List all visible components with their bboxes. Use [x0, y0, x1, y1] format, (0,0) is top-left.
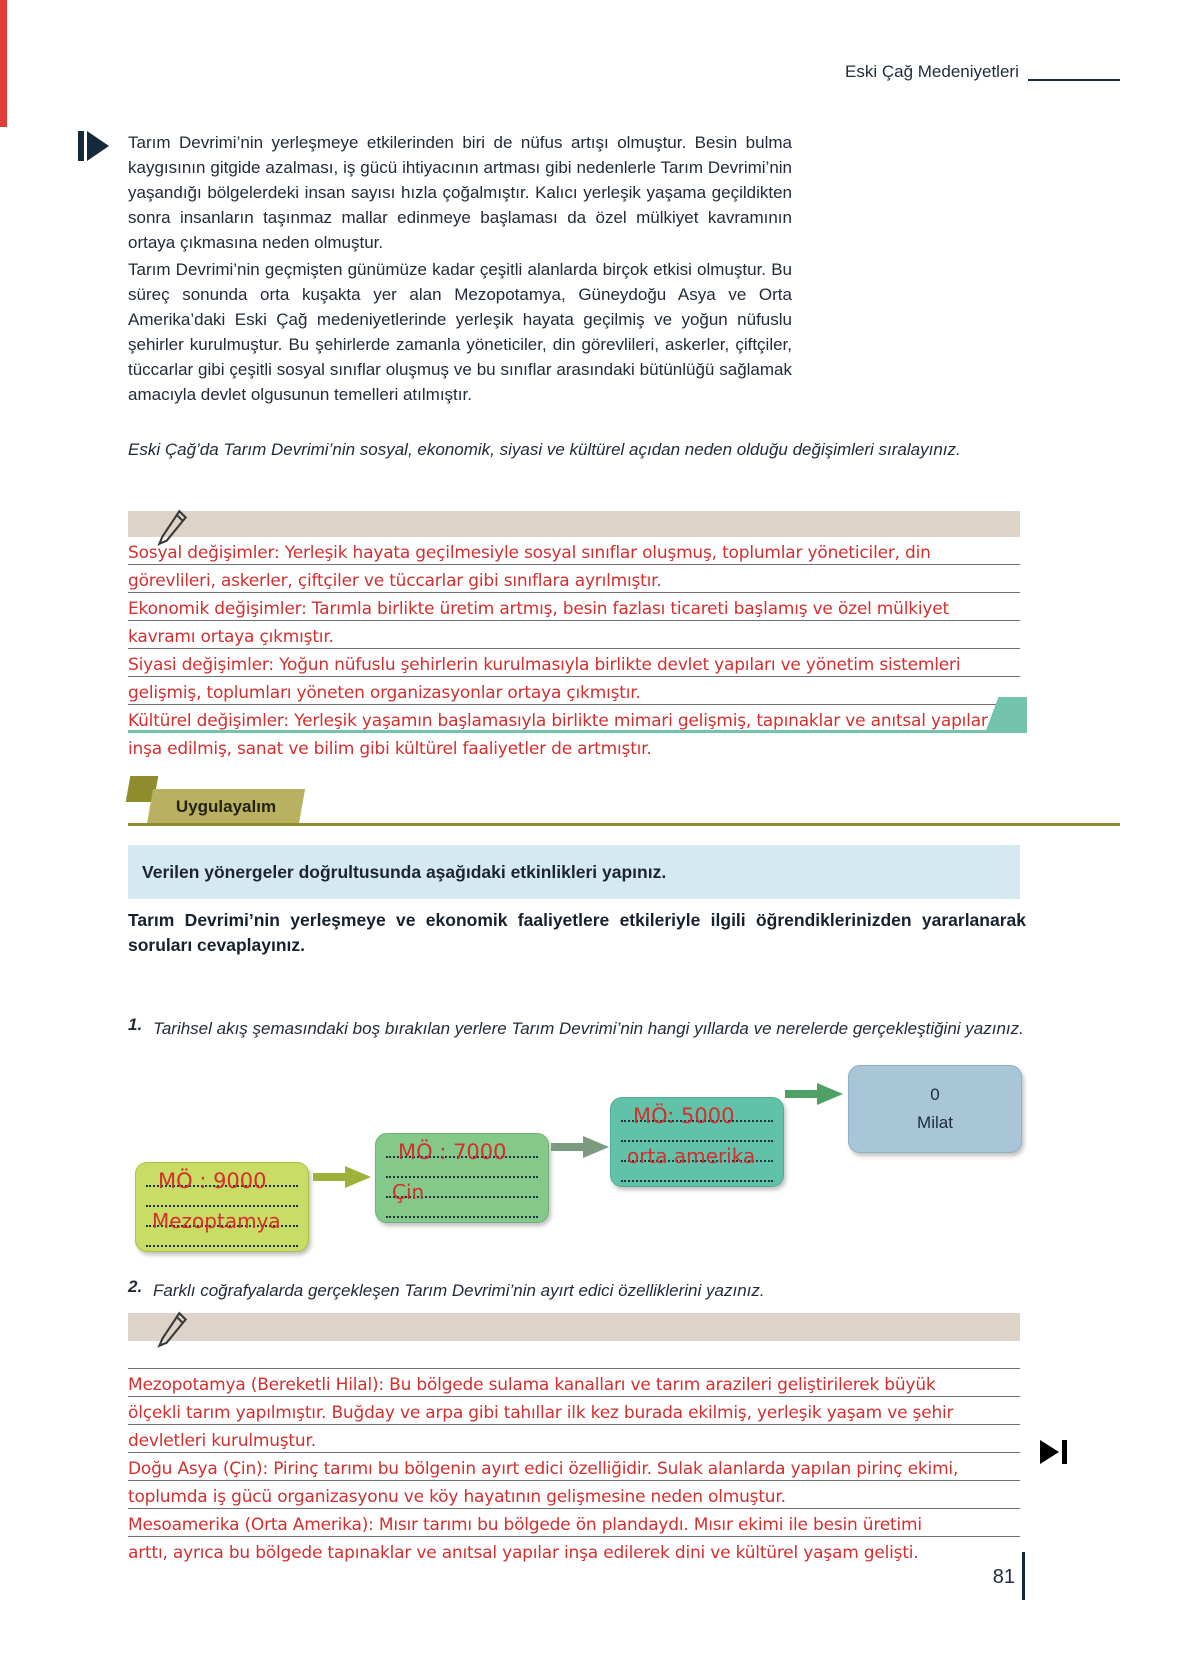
page-edge-red-strip [0, 0, 7, 127]
question-1-number: 1. [128, 1015, 143, 1034]
timeline-arrow-2 [551, 1133, 611, 1161]
answer-line[interactable]: gelişmiş, toplumları yöneten organizasyonlar ortaya çıkmıştır. [128, 677, 1020, 705]
answer-line-empty[interactable] [128, 1341, 1020, 1369]
answer-line[interactable]: Doğu Asya (Çin): Pirinç tarımı bu bölgenin ayırt edici özelliğidir. Sulak alanlarda yapılan pirinç ekimi, [128, 1453, 1020, 1481]
section-rule [128, 823, 1120, 826]
answer-area-header-bar [128, 1313, 1020, 1341]
timeline-box-3-value[interactable]: MÖ: 5000 [633, 1104, 735, 1128]
answer-line[interactable]: toplumda iş gücü organizasyonu ve köy hayatının gelişmesine neden olmuştur. [128, 1481, 1020, 1509]
answer-line[interactable]: Mesoamerika (Orta Amerika): Mısır tarımı bu bölgede ön plandaydı. Mısır ekimi ile besin üretimi [128, 1509, 1020, 1537]
answer-area-2[interactable] [128, 1313, 1020, 1565]
answer-area-1[interactable] [128, 511, 1020, 761]
play-arrow-bar [78, 131, 84, 161]
answer-line[interactable]: ölçekli tarım yapılmıştır. Buğday ve arpa gibi tahıllar ilk kez burada ekilmiş, yerleşik yaşam ve şehir [128, 1397, 1020, 1425]
exercise-prompt: Eski Çağ’da Tarım Devrimi’nin sosyal, ekonomik, siyasi ve kültürel açıdan neden olduğu değişimleri sıralayınız. [128, 440, 961, 459]
answer-line[interactable]: Mezopotamya (Bereketli Hilal): Bu bölgede sulama kanalları ve tarım arazileri geliştirilerek büyük [128, 1369, 1020, 1397]
question-2-text: Farklı coğrafyalarda gerçekleşen Tarım Devrimi’nin ayırt edici özelliklerini yazınız. [153, 1281, 765, 1300]
instruction-text: Verilen yönergeler doğrultusunda aşağıdaki etkinlikleri yapınız. [142, 861, 667, 882]
page-number: 81 [992, 1566, 1015, 1588]
instruction-box [128, 845, 1020, 899]
next-arrow-bar [1062, 1440, 1067, 1464]
timeline-arrow-3 [785, 1080, 845, 1108]
question-1-text: Tarihsel akış şemasındaki boş bırakılan yerlere Tarım Devrimi’nin hangi yıllarda ve nerelerde gerçekleştiğini yazınız. [153, 1019, 1024, 1038]
answer-line[interactable]: görevlileri, askerler, çiftçiler ve tüccarlar gibi sınıflara ayrılmıştır. [128, 565, 1020, 593]
timeline-diagram [135, 1060, 1020, 1252]
play-arrow-triangle [87, 131, 109, 161]
timeline-box-orta-amerika[interactable] [610, 1097, 784, 1187]
answer-line[interactable]: inşa edilmiş, sanat ve bilim gibi kültürel faaliyetler de artmıştır. [128, 739, 652, 759]
answer-line[interactable]: Siyasi değişimler: Yoğun nüfuslu şehirlerin kurulmasıyla birlikte devlet yapıları ve yönetim sistemleri [128, 649, 1020, 677]
timeline-box-4-place: Milat [917, 1113, 953, 1132]
header-rule [1028, 79, 1120, 81]
answer-line[interactable]: Ekonomik değişimler: Tarımla birlikte üretim artmış, besin fazlası ticareti başlamış ve özel mülkiyet [128, 593, 1020, 621]
timeline-arrow-1 [313, 1163, 373, 1191]
page-number-rule [1022, 1552, 1025, 1600]
question-2-number: 2. [128, 1277, 143, 1296]
timeline-box-mezopotamya[interactable] [135, 1162, 309, 1252]
section-title: Uygulayalım [175, 797, 277, 816]
timeline-box-2-place[interactable]: Çin [392, 1180, 425, 1204]
next-arrow-triangle [1040, 1440, 1059, 1464]
next-arrow-icon [1040, 1440, 1067, 1464]
play-arrow-icon [78, 131, 109, 161]
answer-area-header-bar [128, 511, 1020, 537]
timeline-box-cin[interactable] [375, 1133, 549, 1223]
answer-line[interactable]: arttı, ayrıca bu bölgede tapınaklar ve anıtsal yapılar inşa edilerek dini ve kültürel yaşam gelişti. [128, 1543, 919, 1563]
intro-paragraph-2: Tarım Devrimi’nin geçmişten günümüze kadar çeşitli alanlarda birçok etkisi olmuştur. Bu süreç sonunda orta kuşakta yer alan Mezopotamya, Güneydoğu Asya ve Orta Amerika’daki Eski Çağ medeniyetlerinde yerleşik hayata geçilmiş ve yoğun nüfuslu şehirler kurulmuştur. Bu şehirlerde zamanla yöneticiler, din görevlileri, askerler, çiftçiler, tüccarlar gibi çeşitli sosyal sınıflar oluşmuş ve bu sınıflar arasındaki bütünlüğü sağlamak amacıyla devlet olgusunun temelleri atılmıştır. [128, 260, 792, 404]
page-header-title: Eski Çağ Medeniyetleri [845, 62, 1019, 81]
timeline-box-3-place[interactable]: orta amerika [627, 1144, 756, 1168]
timeline-box-1-place[interactable]: Mezoptamya [152, 1209, 281, 1233]
section-title-tab [147, 789, 305, 824]
answer-line[interactable]: kavramı ortaya çıkmıştır. [128, 621, 1020, 649]
timeline-box-2-value[interactable]: MÖ : 7000 [398, 1140, 507, 1164]
timeline-box-milat [848, 1065, 1022, 1153]
task-intro: Tarım Devrimi’nin yerleşmeye ve ekonomik faaliyetlere etkileriyle ilgili öğrendiklerinizden yararlanarak soruları cevaplayınız. [128, 910, 1026, 955]
answer-line[interactable]: Kültürel değişimler: Yerleşik yaşamın başlamasıyla birlikte mimari gelişmiş, tapınaklar ve anıtsal yapılar [128, 705, 1020, 733]
answer-line[interactable]: Sosyal değişimler: Yerleşik hayata geçilmesiyle sosyal sınıflar oluşmuş, toplumlar yöneticiler, din [128, 537, 1020, 565]
answer-line[interactable]: devletleri kurulmuştur. [128, 1425, 1020, 1453]
intro-paragraph-1: Tarım Devrimi’nin yerleşmeye etkilerinden biri de nüfus artışı olmuştur. Besin bulma kaygısının gitgide azalması, iş gücü ihtiyacının artması gibi nedenlerle Tarım Devrimi’nin yaşandığı bölgelerdeki insan sayısı hızla çoğalmıştır. Kalıcı yerleşik yaşama geçildikten sonra insanların taşınmaz mallar edinmeye başlaması da özel mülkiyet kavramının ortaya çıkmasına neden olmuştur. [128, 133, 792, 252]
timeline-box-4-value: 0 [930, 1085, 940, 1104]
timeline-box-1-value[interactable]: MÖ : 9000 [158, 1169, 267, 1193]
